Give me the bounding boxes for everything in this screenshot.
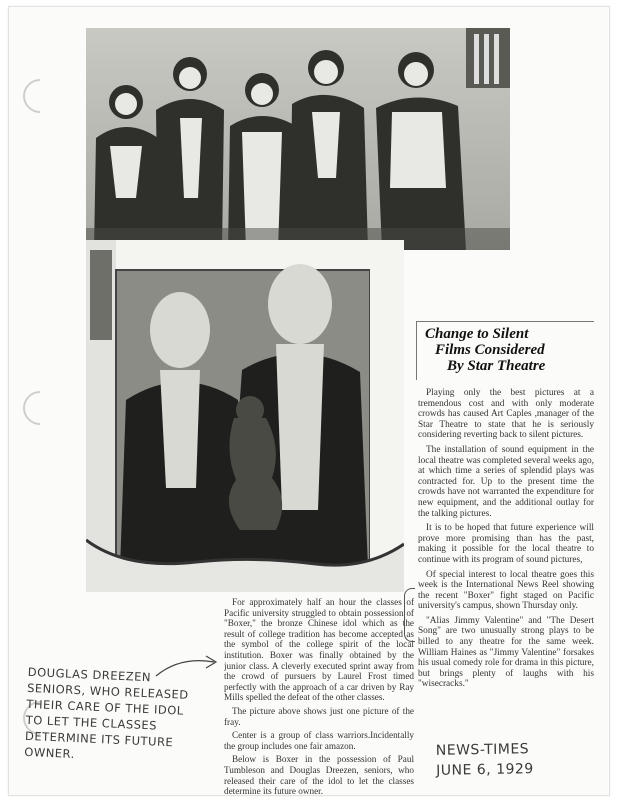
note-line: THEIR CARE OF THE IDOL [26, 696, 185, 718]
handwritten-source [436, 739, 534, 781]
boxer-photo [86, 240, 404, 592]
article-paragraph: It is to be hoped that future experience will prove more promising than has the past, making it possible for the local theatre to continue with its program of sound pictures, [418, 523, 594, 565]
note-line: SENIORS, WHO RELEASED [26, 680, 189, 702]
note-line: DOUGLAS DREEZEN [27, 664, 152, 685]
photo-caption [224, 597, 414, 797]
caption-paragraph: For approximately half an hour the classes of Pacific university struggled to obtain possession of "Boxer," the bronze Chinese idol which as the result of college tradition has become accepted as the symbol of the college spirit of the local institution. Boxer was finally obtained by the junior class. A cleverly executed sprint away from the crowd of pursuers by Laurel Frost timed perfectly with the approach of a car driven by Ray Mills spelled the defeat of the other classes. [224, 597, 414, 703]
caption-paragraph: Center is a group of class warriors.Incidentally the group includes one fair amazon. [224, 730, 414, 751]
note-line: OWNER. [24, 744, 76, 762]
article-body [416, 388, 594, 690]
headline-line: Films Considered [435, 342, 545, 358]
headline-line: Change to Silent [425, 326, 529, 342]
caption-paragraph: Below is Boxer in the possession of Paul Tumbleson and Douglas Dreezen, seniors, who released their care of the idol to let the classes determine its future owner. [224, 754, 414, 797]
note-line: DETERMINE ITS FUTURE [24, 728, 174, 750]
theatre-article [416, 321, 594, 694]
article-paragraph: "Alias Jimmy Valentine" and "The Desert Song" are two unusually strong plays to be billed to any theatre for the same week. William Haines as "Jimmy Valentine" forsakes his usual comedy role for drama in this picture, but brings plenty of laughs with his "wisecracks." [418, 615, 594, 690]
article-paragraph: The installation of sound equipment in the local theatre was completed several weeks ago, at which time a series of splendid plays was contracted for. Up to the present time the crowds have not warranted the expenditure for new equipment, and the additional outlay for the talking pictures. [418, 444, 594, 519]
handwritten-bracket [404, 588, 415, 642]
group-photo [86, 28, 510, 250]
punch-hole [16, 384, 64, 432]
article-paragraph: Playing only the best pictures at a tremendous cost and with only moderate crowds has caused Art Caples ,manager of the Star Theatre to state that he is seriously considering reverting back to silent pictures. [418, 388, 594, 441]
caption-paragraph: The picture above shows just one picture of the fray. [224, 705, 414, 727]
headline-line: By Star Theatre [447, 358, 546, 374]
source-publication: NEWS-TIMES [435, 741, 530, 759]
article-paragraph: Of special interest to local theatre goes this week is the International News Reel showing the recent "Boxer" fight staged on Pacific university's campus, shown Thursday only. [418, 569, 594, 612]
article-headline [416, 321, 594, 380]
note-line: TO LET THE CLASSES [25, 712, 158, 733]
source-date: JUNE 6, 1929 [436, 761, 534, 779]
handwritten-note [24, 664, 218, 768]
punch-hole [16, 72, 64, 120]
